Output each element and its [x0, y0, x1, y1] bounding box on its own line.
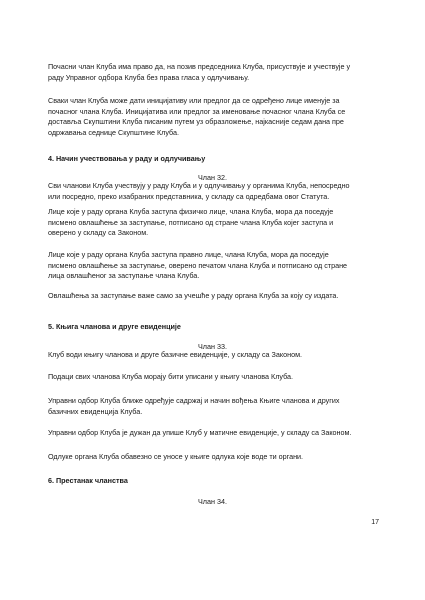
paragraph-honorary-member-rights [48, 62, 378, 83]
paragraph-honorary-member-initiative [48, 96, 378, 138]
text-line: Подаци свих чланова Клуба морају бити уписани у књигу чланова Клуба. [48, 372, 294, 381]
text-line: писмено овлашћење за заступање, оверено печатом члана Клуба и потписано од стране [48, 260, 348, 270]
page-number: 17 [371, 519, 379, 526]
text-line: писмено овлашћење за заступање, потписано од стране члана Клуба којег заступа и [48, 217, 334, 227]
text-line: почасног члана Клуба. Иницијатива или предлог за именовање почасног члана Клуба се [48, 106, 346, 116]
paragraph-registry [48, 428, 378, 439]
text-line: Сваки члан Клуба може дати иницијативу или предлог да се одређено лице именује за [48, 96, 340, 105]
text-line: Сви чланови Клуба учествују у раду Клуба и у одлучивању у органима Клуба, непосредно [48, 181, 350, 190]
paragraph-member-book [48, 350, 378, 361]
text-line: Лице које у раду органа Клуба заступа правно лице, члана Клуба, мора да поседује [48, 250, 329, 259]
text-line: Почасни члан Клуба има право да, на позив председника Клуба, присуствује и учествује у [48, 62, 351, 71]
paragraph-board-records [48, 396, 378, 417]
paragraph-authorization-validity [48, 291, 378, 302]
text-line: Лице које у раду органа Клуба заступа физичко лице, члана Клуба, мора да поседује [48, 207, 334, 216]
article-title-34: Члан 34. [198, 497, 227, 506]
paragraph-legal-person-representation [48, 250, 378, 282]
paragraph-natural-person-representation [48, 207, 378, 239]
text-line: Управни одбор Клуба ближе одређује садржај и начин вођења Књиге чланова и других [48, 396, 340, 405]
text-line: раду Управног одбора Клуба без права гласа у одлучивању. [48, 72, 250, 82]
text-line: базичних евиденција Клуба. [48, 406, 143, 416]
section-heading-4: 4. Начин учествовања у раду и одлучивању [48, 154, 206, 163]
text-line: Одлуке органа Клуба обавезно се уносе у књиге одлука које воде ти органи. [48, 452, 304, 461]
text-line: или посредно, преко изабраних представника, у складу са одредбама овог Статута. [48, 191, 330, 201]
paragraph-participation [48, 181, 378, 202]
text-line: лица овлашћеног за заступање члана Клуба. [48, 271, 200, 281]
text-line: одржавања седнице Скупштине Клуба. [48, 127, 179, 137]
paragraph-member-data [48, 372, 378, 383]
article-title-32: Члан 32. [198, 173, 227, 182]
paragraph-decision-books [48, 452, 378, 463]
text-line: доставља Скупштини Клуба писаним путем уз образложење, најкасније седам дана пре [48, 117, 344, 127]
article-title-33: Члан 33. [198, 342, 227, 351]
text-line: Клуб води књигу чланова и друге базичне евиденције, у складу са Законом. [48, 350, 303, 359]
text-line: Овлашћења за заступање важе само за учешће у раду органа Клуба за коју су издата. [48, 291, 339, 300]
section-heading-5: 5. Књига чланова и друге евиденције [48, 322, 181, 331]
text-line: Управни одбор Клуба је дужан да упише Клуб у матичне евиденције, у складу са Законом. [48, 428, 352, 437]
section-heading-6: 6. Престанак чланства [48, 476, 128, 485]
text-line: оверено у складу са Законом. [48, 228, 149, 238]
